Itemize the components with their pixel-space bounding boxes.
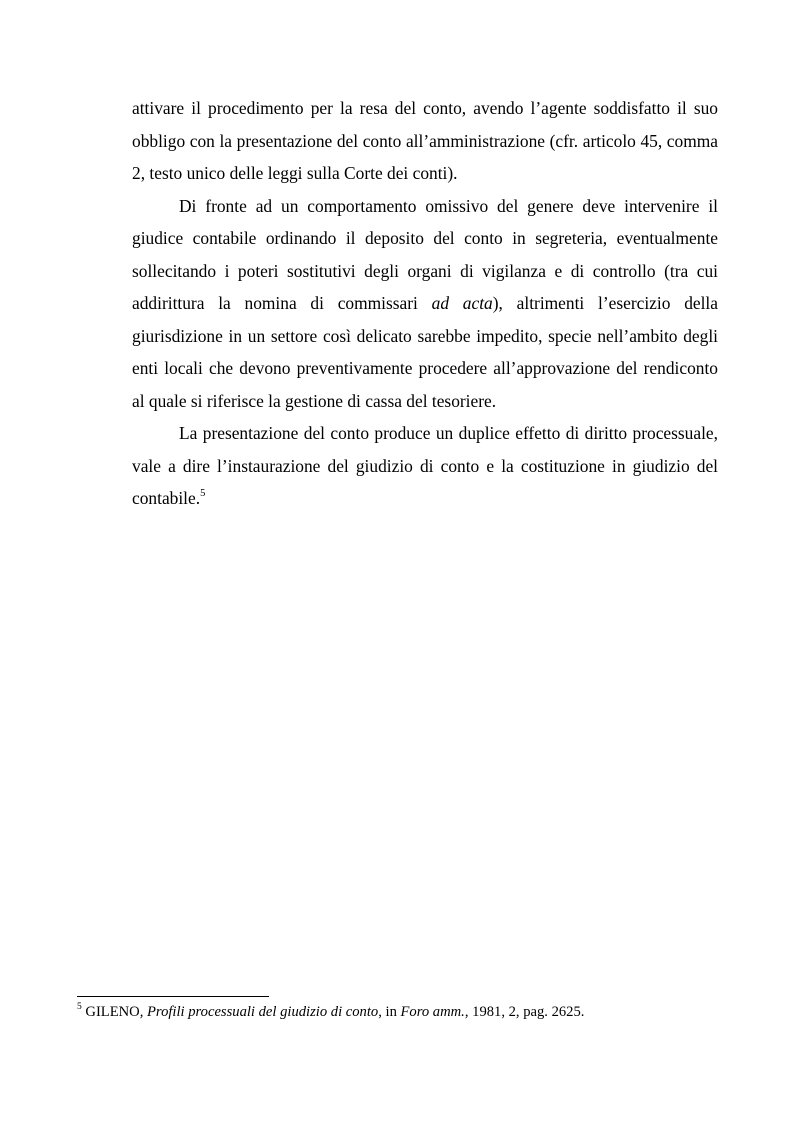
footnote-journal: Foro amm. [400,1004,465,1020]
footnote-reference[interactable]: 5 [200,488,206,500]
footnote-number: 5 [77,1002,82,1013]
paragraph-2-text-end: ), altrimenti l’esercizio della giurisdizione in un settore così delicato sarebbe impedito, specie nell’ambito degli enti locali che devono preventivamente procedere all’approvazione del rendiconto al quale si riferisce la gestione di cassa del tesoriere. [132,293,718,411]
footnote-details: , 1981, 2, pag. 2625. [464,1004,585,1020]
footnote-title: Profili processuali del giudizio di conto [147,1004,379,1020]
footnote: $^5$ GILENO, Profili processuali del giudizio di conto, in Foro amm., 1981, 2, pag. 2625. [77,1002,585,1020]
paragraph-1 [132,92,718,190]
paragraph-3-text: La presentazione del conto produce un duplice effetto di diritto processuale, vale a dire l’instaurazione del giudizio di conto e la costituzione in giudizio del contabile. [132,423,718,508]
footnote-author: GILENO [85,1004,140,1020]
paragraph-2-text-start: Di fronte ad un comportamento omissivo del genere deve intervenire il giudice contabile ordinando il deposito del conto in segreteria, eventualmente sollecitando i poteri sostitutivi degli organi di vigilanza e di controllo (tra cui addirittura la nomina di commissari [132,195,718,313]
paragraph-1-text: attivare il procedimento per la resa del conto, avendo l’agente soddisfatto il suo obbligo con la presentazione del conto all’amministrazione (cfr. articolo 45, comma 2, testo unico delle leggi sulla Corte dei conti). [132,98,718,183]
main-text [132,92,718,515]
footnote-separator [77,996,269,997]
paragraph-2 [132,190,718,418]
paragraph-2-italic: ad acta [431,293,493,313]
paragraph-3 [132,417,718,515]
footnote-in: , in [378,1004,401,1020]
